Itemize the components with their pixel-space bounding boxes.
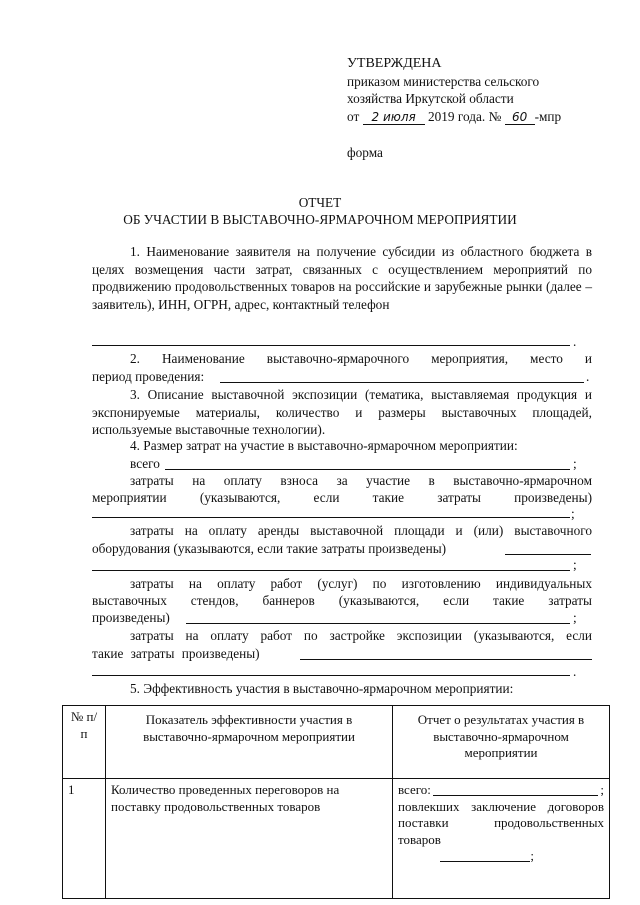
item-4-total-label: всего [130, 456, 160, 471]
approval-suffix: -мпр [534, 108, 562, 124]
table-cell-indicator: Количество проведенных переговоров на поставку продовольственных товаров [106, 779, 393, 899]
item-4-fee-a: затраты на оплату взноса за участие в выставочно-ярмарочном [130, 473, 592, 488]
handwritten-number: 60 [505, 110, 535, 125]
item-4-build-line-2 [92, 675, 570, 676]
item-1-text: 1. Наименование заявителя на получение субсидии из областного бюджета в целях возмещения части затрат, связанных с осуществлением мероприятий по продвижению продовольственных товаров на российские и зарубежные рынки (далее – заявитель), ИНН, ОГРН, адрес, контактный телефон [92, 244, 592, 312]
item-4-stands-a: затраты на оплату работ (услуг) по изготовлению индивидуальных [130, 576, 592, 591]
item-4-build-b: такие затраты произведены) [92, 646, 260, 661]
item-4-stands-b: выставочных стендов, баннеров (указываются, если такие затраты [92, 593, 592, 608]
report-total-line [398, 782, 604, 799]
item-4-stands-line [186, 623, 570, 624]
form-label: форма [347, 145, 383, 160]
table-header-row [63, 706, 610, 779]
item-4-stands-c: произведены) [92, 610, 170, 625]
item-1-period: . [573, 334, 577, 349]
item-3-text: 3. Описание выставочной экспозиции (тематика, выставляемая продукция и экспонируемые материалы, количество и размеры выставочных площадей, используемые выставочные технологии). [92, 387, 592, 438]
table-cell-report [393, 779, 610, 899]
approval-block [347, 55, 617, 125]
item-4-stands-semicolon: ; [573, 610, 577, 625]
table-row [63, 779, 610, 899]
item-4-build-line-1 [300, 659, 592, 660]
table-header-report: Отчет о результатах участия в выставочно-ярмарочном мероприятии [393, 706, 610, 779]
report-title: ОТЧЕТ [298, 195, 342, 210]
effectiveness-table [62, 705, 610, 899]
item-4-rent-semicolon: ; [573, 557, 577, 572]
table-header-indicator: Показатель эффективности участия в выставочно-ярмарочном мероприятии [106, 706, 393, 779]
report-concluded-text: повлекших заключение договоров поставки продовольственных товаров [398, 798, 604, 847]
item-4-build-period: . [573, 664, 577, 679]
report-total-fill [433, 795, 598, 796]
report-total-semicolon: ; [600, 782, 604, 797]
item-1-fill-line [92, 345, 570, 346]
approval-from: от [347, 108, 360, 124]
item-4-total-semicolon: ; [573, 456, 577, 471]
approval-line-2: хозяйства Иркутской области [347, 91, 514, 107]
approval-title: УТВЕРЖДЕНА [347, 56, 442, 71]
item-2-fill-line [220, 382, 584, 383]
approval-line-1: приказом министерства сельского [347, 73, 540, 89]
approval-date-line [347, 108, 617, 126]
item-4-fee-semicolon: ; [571, 506, 575, 521]
item-4-total-line [165, 469, 570, 470]
item-4-rent-a: затраты на оплату аренды выставочной площади и (или) выставочного [130, 523, 592, 538]
item-4-rent-line-1 [505, 554, 591, 555]
item-4-rent-b: оборудования (указываются, если такие затраты произведены) [92, 541, 447, 556]
item-4-text: 4. Размер затрат на участие в выставочно-ярмарочном мероприятии: [130, 438, 518, 453]
approval-year: 2019 года. № [427, 108, 502, 124]
item-2-period: . [586, 369, 590, 384]
report-subtitle: ОБ УЧАСТИИ В ВЫСТАВОЧНО-ЯРМАРОЧНОМ МЕРОПРИЯТИИ [123, 212, 517, 227]
item-2-text-a: 2. Наименование выставочно-ярмарочного мероприятия, место и [130, 351, 592, 366]
report-concluded-fill [440, 861, 530, 862]
report-concluded-line [398, 848, 534, 865]
item-4-rent-line-2 [92, 570, 570, 571]
table-cell-number: 1 [63, 779, 106, 899]
handwritten-date: 2 июля [363, 110, 425, 125]
item-5-text: 5. Эффективность участия в выставочно-ярмарочном мероприятии: [130, 681, 514, 696]
report-concluded-semicolon: ; [530, 848, 534, 863]
report-total-label: всего: [398, 782, 431, 797]
item-4-fee-line [92, 517, 570, 518]
item-4-fee-b: мероприятии (указываются, если такие затраты произведены) [92, 490, 592, 505]
table-header-number: № п/п [63, 706, 106, 779]
item-2-text-b: период проведения: [92, 369, 205, 384]
item-4-build-a: затраты на оплату работ по застройке экспозиции (указываются, если [130, 628, 592, 643]
